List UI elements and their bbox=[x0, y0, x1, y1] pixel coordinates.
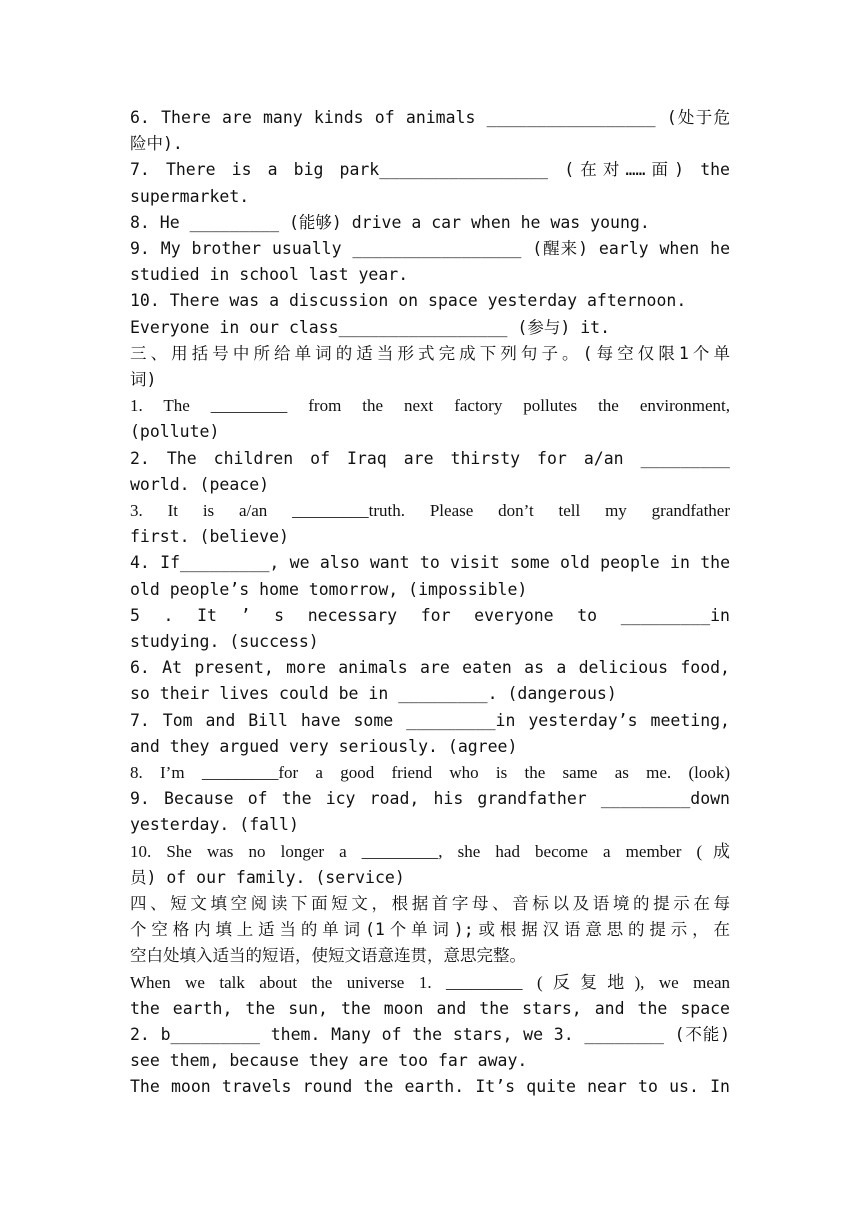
text-line: so their lives could be in _________. (dangerous) bbox=[130, 684, 617, 703]
text-line: 4. If_________, we also want to visit some old people in the bbox=[130, 553, 730, 572]
text-line: When we talk about the universe 1. _________ (反复地), we mean bbox=[130, 973, 730, 992]
text-line: 险中). bbox=[130, 134, 183, 153]
text-line: 7. There is a big park_________________ (在对……面) the bbox=[130, 160, 730, 179]
text-line: and they argued very seriously. (agree) bbox=[130, 737, 518, 756]
text-line: yesterday. (fall) bbox=[130, 815, 299, 834]
text-line: old people’s home tomorrow, (impossible) bbox=[130, 580, 528, 599]
text-line: (pollute) bbox=[130, 422, 220, 441]
text-line: 7. Tom and Bill have some _________in yesterday’s meeting, bbox=[130, 711, 730, 730]
text-line: 2. b_________ them. Many of the stars, we 3. ________ (不能) bbox=[130, 1025, 730, 1044]
text-line: The moon travels round the earth. It’s quite near to us. In bbox=[130, 1077, 730, 1096]
section-heading: 个空格内填上适当的单词(1个单词);或根据汉语意思的提示，在 bbox=[130, 920, 730, 939]
section-heading: 三、用括号中所给单词的适当形式完成下列句子。(每空仅限1个单 bbox=[130, 344, 730, 363]
text-line: 3. It is a/an _________truth. Please don’t tell my grandfather bbox=[130, 501, 730, 520]
text-line: 5 . It ’ s necessary for everyone to _________in bbox=[130, 606, 730, 625]
text-line: studying. (success) bbox=[130, 632, 319, 651]
text-line: world. (peace) bbox=[130, 475, 270, 494]
text-line: 10. She was no longer a _________, she had become a member (成 bbox=[130, 842, 730, 861]
section-heading: 空白处填入适当的短语，使短文语意连贯，意思完整。 bbox=[130, 946, 526, 965]
section-heading: 词) bbox=[130, 370, 157, 389]
section-heading: 四、短文填空阅读下面短文，根据首字母、音标以及语境的提示在每 bbox=[130, 894, 730, 913]
text-line: 8. He _________ (能够) drive a car when he was young. bbox=[130, 213, 650, 232]
text-line: see them, because they are too far away. bbox=[130, 1051, 528, 1070]
text-line: first. (believe) bbox=[130, 527, 289, 546]
text-line: 6. There are many kinds of animals _________________ (处于危 bbox=[130, 108, 730, 127]
text-line: 1. The _________ from the next factory pollutes the environment, bbox=[130, 396, 730, 415]
text-line: 9. Because of the icy road, his grandfather _________down bbox=[130, 789, 730, 808]
text-line: 9. My brother usually _________________ (醒来) early when he bbox=[130, 239, 730, 258]
text-line: 6. At present, more animals are eaten as a delicious food, bbox=[130, 658, 730, 677]
text-line: 10. There was a discussion on space yesterday afternoon. bbox=[130, 291, 687, 310]
text-line: 2. The children of Iraq are thirsty for a/an _________ bbox=[130, 449, 730, 468]
text-line: supermarket. bbox=[130, 187, 250, 206]
text-line: the earth, the sun, the moon and the stars, and the space bbox=[130, 999, 730, 1018]
text-line: studied in school last year. bbox=[130, 265, 409, 284]
text-line: 员) of our family. (service) bbox=[130, 868, 405, 887]
text-line: Everyone in our class_________________ (参与) it. bbox=[130, 318, 611, 337]
text-line: 8. I’m _________for a good friend who is the same as me. (look) bbox=[130, 763, 730, 782]
